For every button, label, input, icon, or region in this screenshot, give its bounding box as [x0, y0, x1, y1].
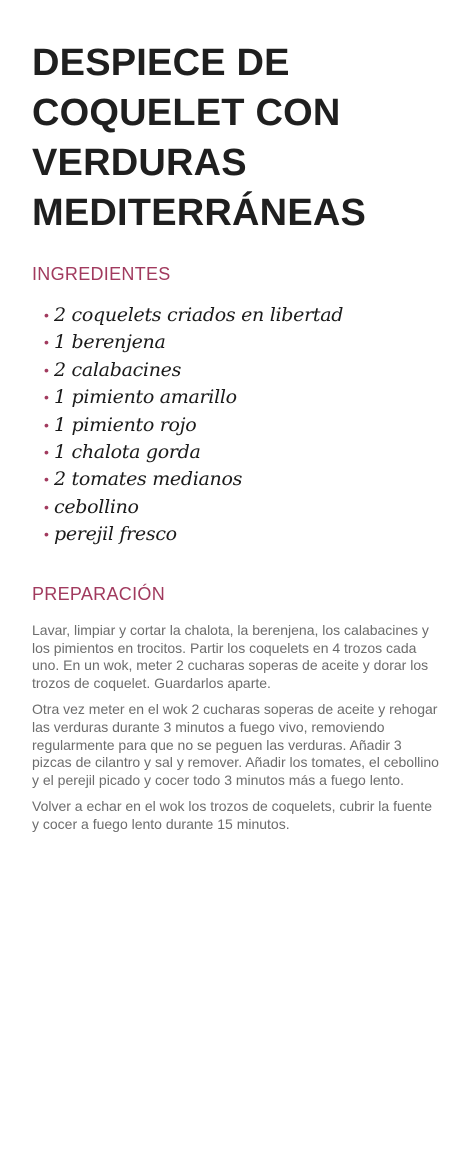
- ingredient-item: [44, 521, 343, 548]
- bullet-icon: •: [44, 443, 49, 460]
- ingredient-item: [44, 302, 343, 329]
- recipe-title-line: DESPIECE DE: [32, 42, 290, 84]
- bullet-icon: •: [44, 498, 49, 515]
- preparation-paragraph: Otra vez meter en el wok 2 cucharas soperas de aceite y rehogar las verduras durante 3 minutos a fuego vivo, removiendo regularmente para que no se peguen las verduras. Añadir 3 pizcas de cilantro y sal y remover. Añadir los tomates, el cebollino y el perejil picado y cocer todo 3 minutos más a fuego lento.: [32, 701, 439, 788]
- ingredient-item: [44, 412, 343, 439]
- ingredient-text: 1 pimiento rojo: [54, 413, 197, 436]
- ingredient-item: [44, 384, 343, 411]
- ingredient-text: perejil fresco: [54, 523, 177, 546]
- bullet-icon: •: [44, 361, 49, 378]
- bullet-icon: •: [44, 334, 49, 351]
- ingredients-heading: INGREDIENTES: [32, 264, 171, 284]
- recipe-title-line: COQUELET CON: [32, 92, 341, 134]
- recipe-title: [32, 38, 444, 238]
- recipe-title-line: MEDITERRÁNEAS: [32, 192, 367, 234]
- preparation-paragraph: Lavar, limpiar y cortar la chalota, la berenjena, los calabacines y los pimientos en trocitos. Partir los coquelets en 4 trozos cada uno. En un wok, meter 2 cucharas soperas de aceite y dorar los trozos de coquelet. Guardarlos aparte.: [32, 622, 429, 691]
- ingredient-text: 1 berenjena: [54, 331, 166, 354]
- preparation-paragraph: Volver a echar en el wok los trozos de coquelets, cubrir la fuente y cocer a fuego lento durante 15 minutos.: [32, 798, 432, 832]
- preparation-text: [32, 622, 442, 843]
- ingredient-item: [44, 494, 343, 521]
- ingredient-text: 1 pimiento amarillo: [54, 386, 237, 409]
- bullet-icon: •: [44, 471, 49, 488]
- recipe-title-line: VERDURAS: [32, 142, 247, 184]
- bullet-icon: •: [44, 526, 49, 543]
- ingredient-text: 2 calabacines: [54, 358, 182, 381]
- preparation-heading: PREPARACIÓN: [32, 584, 165, 604]
- bullet-icon: •: [44, 307, 49, 323]
- ingredient-text: 2 coquelets criados en libertad: [54, 304, 344, 326]
- ingredient-item: [44, 466, 343, 493]
- ingredient-text: cebollino: [54, 495, 139, 518]
- recipe-page: [32, 38, 444, 832]
- ingredient-text: 2 tomates medianos: [54, 468, 243, 491]
- ingredients-list: [44, 302, 343, 549]
- bullet-icon: •: [44, 389, 49, 406]
- ingredient-item: [44, 329, 343, 356]
- ingredient-item: [44, 439, 343, 466]
- ingredient-item: [44, 357, 343, 384]
- ingredient-text: 1 chalota gorda: [54, 440, 201, 463]
- bullet-icon: •: [44, 416, 49, 433]
